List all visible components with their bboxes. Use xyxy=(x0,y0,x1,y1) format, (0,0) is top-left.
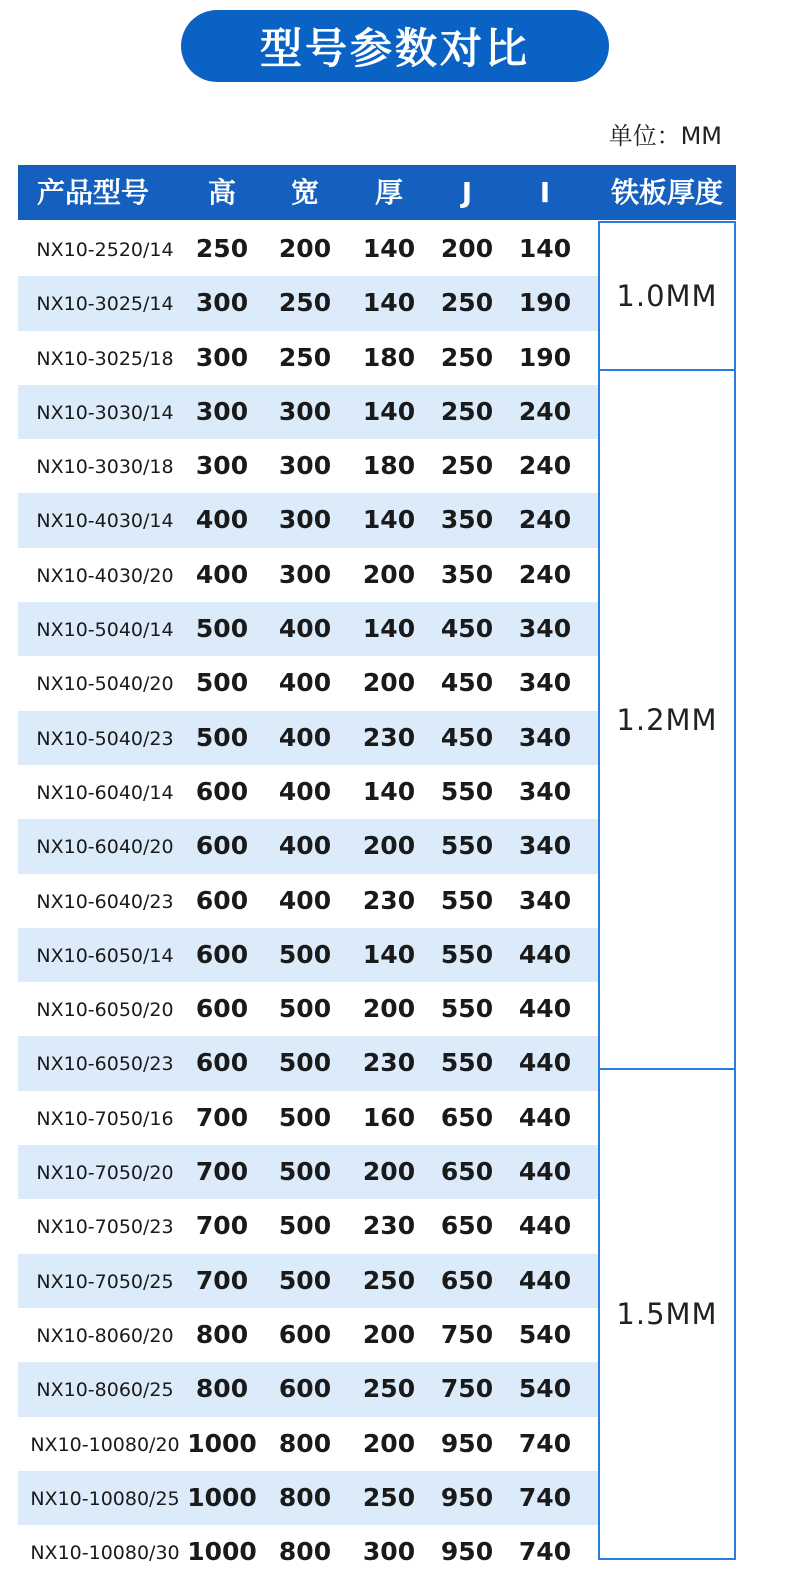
model-cell: NX10-3030/18 xyxy=(36,456,174,479)
table-row xyxy=(18,222,598,276)
i-cell: 440 xyxy=(518,1157,572,1187)
height-cell: 800 xyxy=(195,1319,249,1349)
width-cell: 300 xyxy=(278,559,332,589)
j-cell: 350 xyxy=(440,505,494,535)
thickness-cell: 140 xyxy=(362,288,416,318)
width-cell: 500 xyxy=(278,939,332,969)
table-row xyxy=(18,331,598,385)
i-cell: 240 xyxy=(518,505,572,535)
model-cell: NX10-5040/20 xyxy=(36,673,174,696)
spec-table xyxy=(18,222,598,1579)
table-row xyxy=(18,1036,598,1090)
height-cell: 1000 xyxy=(187,1428,257,1458)
thickness-cell: 200 xyxy=(362,831,416,861)
thickness-cell: 140 xyxy=(362,234,416,263)
width-cell: 400 xyxy=(278,668,332,698)
i-cell: 440 xyxy=(518,994,572,1024)
width-cell: 500 xyxy=(278,1157,332,1187)
height-cell: 700 xyxy=(195,1157,249,1187)
width-cell: 400 xyxy=(278,776,332,806)
j-cell: 950 xyxy=(440,1482,494,1512)
header-width: 宽 xyxy=(290,176,319,209)
i-cell: 340 xyxy=(518,831,572,861)
thickness-cell: 140 xyxy=(362,939,416,969)
j-cell: 550 xyxy=(440,939,494,969)
i-cell: 340 xyxy=(518,722,572,752)
j-cell: 650 xyxy=(440,1102,494,1132)
table-row xyxy=(18,765,598,819)
table-row xyxy=(18,1417,598,1471)
j-cell: 650 xyxy=(440,1157,494,1187)
model-cell: NX10-6050/14 xyxy=(36,944,174,967)
model-cell: NX10-6050/23 xyxy=(36,1053,174,1076)
height-cell: 600 xyxy=(195,994,249,1024)
unit-label: 单位：MM xyxy=(608,122,722,150)
model-cell: NX10-3025/18 xyxy=(36,347,174,370)
j-cell: 550 xyxy=(440,994,494,1024)
width-cell: 300 xyxy=(278,505,332,535)
width-cell: 600 xyxy=(278,1374,332,1404)
table-row xyxy=(18,1199,598,1253)
model-cell: NX10-6050/20 xyxy=(36,999,174,1022)
thickness-cell: 200 xyxy=(362,994,416,1024)
thickness-cell: 250 xyxy=(362,1265,416,1295)
table-row xyxy=(18,548,598,602)
height-cell: 700 xyxy=(195,1265,249,1295)
table-row xyxy=(18,819,598,873)
j-cell: 650 xyxy=(440,1265,494,1295)
width-cell: 600 xyxy=(278,1319,332,1349)
i-cell: 190 xyxy=(518,288,572,318)
model-cell: NX10-5040/14 xyxy=(36,619,174,642)
width-cell: 500 xyxy=(278,1265,332,1295)
j-cell: 550 xyxy=(440,885,494,915)
thickness-cell: 200 xyxy=(362,668,416,698)
height-cell: 600 xyxy=(195,1048,249,1078)
header-height: 高 xyxy=(207,176,236,209)
page-title: 型号参数对比 xyxy=(181,10,609,82)
height-cell: 500 xyxy=(195,722,249,752)
j-cell: 450 xyxy=(440,614,494,644)
header-model: 产品型号 xyxy=(36,176,149,209)
model-cell: NX10-4030/20 xyxy=(36,564,174,587)
width-cell: 200 xyxy=(278,234,332,263)
thickness-cell: 200 xyxy=(362,1319,416,1349)
j-cell: 750 xyxy=(440,1374,494,1404)
width-cell: 400 xyxy=(278,831,332,861)
i-cell: 740 xyxy=(518,1482,572,1512)
j-cell: 950 xyxy=(440,1428,494,1458)
model-cell: NX10-5040/23 xyxy=(36,727,174,750)
thickness-cell: 140 xyxy=(362,396,416,426)
table-row xyxy=(18,385,598,439)
width-cell: 250 xyxy=(278,288,332,318)
table-row xyxy=(18,928,598,982)
table-row xyxy=(18,1362,598,1416)
model-cell: NX10-10080/25 xyxy=(30,1487,180,1510)
thickness-cell: 200 xyxy=(362,559,416,589)
model-cell: NX10-10080/30 xyxy=(30,1542,180,1565)
table-row xyxy=(18,493,598,547)
thickness-cell: 140 xyxy=(362,614,416,644)
table-row xyxy=(18,1525,598,1579)
height-cell: 400 xyxy=(195,559,249,589)
j-cell: 250 xyxy=(440,342,494,372)
model-cell: NX10-4030/14 xyxy=(36,510,174,533)
j-cell: 250 xyxy=(440,288,494,318)
header-plate-thickness: 铁板厚度 xyxy=(610,176,723,209)
thickness-cell: 230 xyxy=(362,722,416,752)
j-cell: 450 xyxy=(440,722,494,752)
width-cell: 800 xyxy=(278,1482,332,1512)
thickness-cell: 160 xyxy=(362,1102,416,1132)
model-cell: NX10-7050/25 xyxy=(36,1270,174,1293)
width-cell: 500 xyxy=(278,994,332,1024)
model-cell: NX10-6040/20 xyxy=(36,836,174,859)
height-cell: 1000 xyxy=(187,1482,257,1512)
thickness-cell: 230 xyxy=(362,1211,416,1241)
thickness-cell: 250 xyxy=(362,1482,416,1512)
width-cell: 800 xyxy=(278,1537,332,1567)
width-cell: 250 xyxy=(278,342,332,372)
model-cell: NX10-8060/25 xyxy=(36,1379,174,1402)
height-cell: 300 xyxy=(195,342,249,372)
i-cell: 140 xyxy=(518,234,572,263)
j-cell: 350 xyxy=(440,559,494,589)
plate-thickness-group: 1.5MM xyxy=(598,1068,736,1560)
i-cell: 190 xyxy=(518,342,572,372)
i-cell: 440 xyxy=(518,1102,572,1132)
i-cell: 440 xyxy=(518,1265,572,1295)
width-cell: 500 xyxy=(278,1048,332,1078)
j-cell: 250 xyxy=(440,451,494,481)
height-cell: 600 xyxy=(195,939,249,969)
i-cell: 540 xyxy=(518,1319,572,1349)
thickness-cell: 200 xyxy=(362,1157,416,1187)
plate-thickness-group: 1.0MM xyxy=(598,221,736,371)
j-cell: 550 xyxy=(440,831,494,861)
width-cell: 500 xyxy=(278,1102,332,1132)
header-i: I xyxy=(539,176,551,209)
model-cell: NX10-6040/14 xyxy=(36,781,174,804)
i-cell: 540 xyxy=(518,1374,572,1404)
model-cell: NX10-3030/14 xyxy=(36,401,174,424)
height-cell: 600 xyxy=(195,776,249,806)
i-cell: 240 xyxy=(518,559,572,589)
i-cell: 440 xyxy=(518,939,572,969)
model-cell: NX10-2520/14 xyxy=(36,239,174,261)
table-row xyxy=(18,656,598,710)
height-cell: 700 xyxy=(195,1102,249,1132)
i-cell: 340 xyxy=(518,614,572,644)
table-row xyxy=(18,711,598,765)
width-cell: 400 xyxy=(278,614,332,644)
height-cell: 700 xyxy=(195,1211,249,1241)
j-cell: 650 xyxy=(440,1211,494,1241)
model-cell: NX10-3025/14 xyxy=(36,293,174,316)
i-cell: 340 xyxy=(518,668,572,698)
thickness-cell: 300 xyxy=(362,1537,416,1567)
i-cell: 440 xyxy=(518,1048,572,1078)
i-cell: 440 xyxy=(518,1211,572,1241)
height-cell: 300 xyxy=(195,451,249,481)
thickness-cell: 230 xyxy=(362,1048,416,1078)
height-cell: 500 xyxy=(195,668,249,698)
i-cell: 340 xyxy=(518,776,572,806)
table-header xyxy=(18,165,736,220)
height-cell: 600 xyxy=(195,885,249,915)
model-cell: NX10-6040/23 xyxy=(36,890,174,913)
j-cell: 200 xyxy=(440,234,494,263)
table-row xyxy=(18,982,598,1036)
thickness-cell: 200 xyxy=(362,1428,416,1458)
header-thickness: 厚 xyxy=(374,176,403,209)
table-row xyxy=(18,1308,598,1362)
width-cell: 800 xyxy=(278,1428,332,1458)
i-cell: 240 xyxy=(518,451,572,481)
header-j: J xyxy=(461,176,473,209)
height-cell: 250 xyxy=(195,234,249,263)
thickness-cell: 180 xyxy=(362,451,416,481)
height-cell: 300 xyxy=(195,396,249,426)
i-cell: 740 xyxy=(518,1428,572,1458)
model-cell: NX10-7050/16 xyxy=(36,1107,174,1130)
i-cell: 340 xyxy=(518,885,572,915)
width-cell: 300 xyxy=(278,396,332,426)
table-row xyxy=(18,276,598,330)
table-row xyxy=(18,602,598,656)
i-cell: 240 xyxy=(518,396,572,426)
thickness-cell: 230 xyxy=(362,885,416,915)
table-row xyxy=(18,1471,598,1525)
height-cell: 300 xyxy=(195,288,249,318)
thickness-cell: 140 xyxy=(362,776,416,806)
thickness-cell: 250 xyxy=(362,1374,416,1404)
j-cell: 250 xyxy=(440,396,494,426)
width-cell: 300 xyxy=(278,451,332,481)
i-cell: 740 xyxy=(518,1537,572,1567)
model-cell: NX10-7050/23 xyxy=(36,1216,174,1239)
model-cell: NX10-10080/20 xyxy=(30,1433,180,1456)
thickness-cell: 180 xyxy=(362,342,416,372)
model-cell: NX10-7050/20 xyxy=(36,1162,174,1185)
table-row xyxy=(18,1091,598,1145)
j-cell: 950 xyxy=(440,1537,494,1567)
width-cell: 400 xyxy=(278,722,332,752)
table-row xyxy=(18,874,598,928)
j-cell: 550 xyxy=(440,1048,494,1078)
thickness-cell: 140 xyxy=(362,505,416,535)
j-cell: 450 xyxy=(440,668,494,698)
height-cell: 500 xyxy=(195,614,249,644)
table-row xyxy=(18,1145,598,1199)
width-cell: 400 xyxy=(278,885,332,915)
height-cell: 800 xyxy=(195,1374,249,1404)
height-cell: 400 xyxy=(195,505,249,535)
height-cell: 600 xyxy=(195,831,249,861)
width-cell: 500 xyxy=(278,1211,332,1241)
table-row xyxy=(18,439,598,493)
model-cell: NX10-8060/20 xyxy=(36,1324,174,1347)
j-cell: 550 xyxy=(440,776,494,806)
table-row xyxy=(18,1254,598,1308)
j-cell: 750 xyxy=(440,1319,494,1349)
height-cell: 1000 xyxy=(187,1537,257,1567)
plate-thickness-group: 1.2MM xyxy=(598,369,736,1070)
